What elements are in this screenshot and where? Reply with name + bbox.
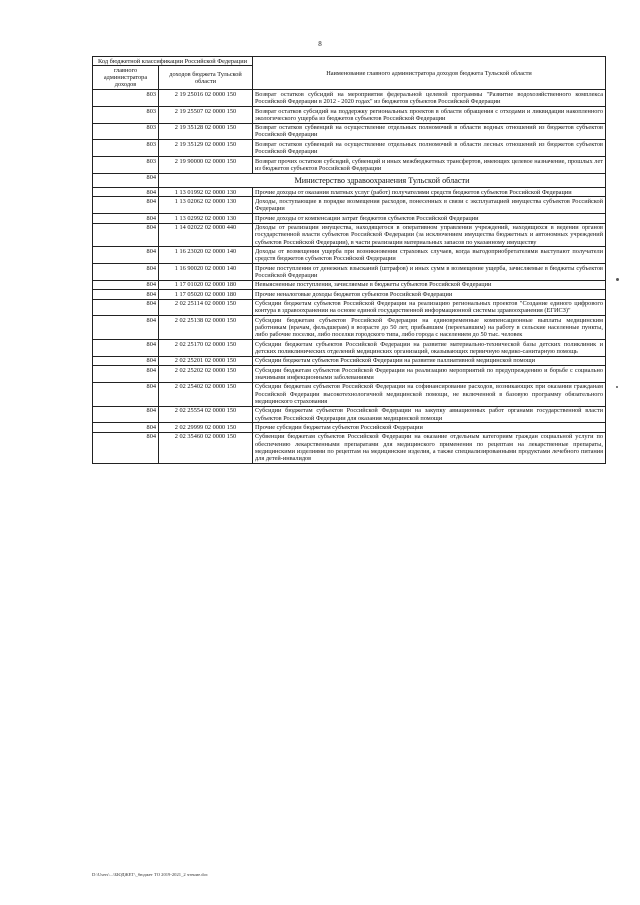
admin-code-cell: 804 bbox=[93, 197, 159, 214]
file-path-footer: D:\Users\...\БЮДЖЕТ\_бюджет ТО 2019-2021_2 чтение.doc bbox=[92, 872, 208, 877]
section-title-cell: Министерство здравоохранения Тульской области bbox=[159, 173, 606, 187]
page-number: 8 bbox=[318, 40, 322, 48]
table-row bbox=[93, 156, 606, 173]
admin-code-cell: 804 bbox=[93, 366, 159, 383]
table-row bbox=[93, 423, 606, 432]
admin-code-cell: 804 bbox=[93, 290, 159, 299]
admin-code-cell: 804 bbox=[93, 264, 159, 281]
scan-speck bbox=[616, 278, 619, 281]
income-code-cell: 2 02 25201 02 0000 150 bbox=[159, 356, 253, 365]
table-row bbox=[93, 280, 606, 289]
admin-code-cell: 804 bbox=[93, 173, 159, 187]
admin-code-cell: 804 bbox=[93, 406, 159, 423]
table-row bbox=[93, 316, 606, 340]
income-name-cell: Прочие поступления от денежных взысканий (штрафов) и иных сумм в возмещение ущерба, зачисляемые в бюджеты субъектов Российской Федерации bbox=[253, 264, 606, 281]
income-name-cell: Субсидии бюджетам субъектов Российской Федерации на реализацию мероприятий по предупреждению и борьбе с социально значимыми инфекционными заболеваниями bbox=[253, 366, 606, 383]
income-name-cell: Прочие доходы от оказания платных услуг (работ) получателями средств бюджетов субъектов Российской Федерации bbox=[253, 188, 606, 197]
income-name-cell: Прочие неналоговые доходы бюджетов субъектов Российской Федерации bbox=[253, 290, 606, 299]
admin-code-cell: 804 bbox=[93, 356, 159, 365]
admin-code-cell: 804 bbox=[93, 214, 159, 223]
income-name-cell: Субсидии бюджетам субъектов Российской Федерации на единовременные компенсационные выплаты медицинским работникам (врачам, фельдшерам) в возрасте до 50 лет, прибывшим (переехавшим) на работу в сельские населенные пункты, либо рабочие поселки, либо поселки городского типа, либо города с населением до 50 тыс. человек bbox=[253, 316, 606, 340]
income-code-cell: 2 02 25202 02 0000 150 bbox=[159, 366, 253, 383]
income-code-cell: 2 02 25554 02 0000 150 bbox=[159, 406, 253, 423]
income-name-cell: Доходы, поступающие в порядке возмещения расходов, понесенных в связи с эксплуатацией имущества субъектов Российской Федерации bbox=[253, 197, 606, 214]
income-name-cell: Доходы от реализации имущества, находящегося в оперативном управлении учреждений, находящихся в ведении органов государственной власти субъектов Российской Федерации (за исключением имущества бюджетных и автономных учреждений субъектов Российской Федерации), в части реализации материальных запасов по указанному имуществу bbox=[253, 223, 606, 247]
table-row bbox=[93, 264, 606, 281]
table-row bbox=[93, 247, 606, 264]
table-row bbox=[93, 340, 606, 357]
income-code-cell: 1 13 02992 02 0000 130 bbox=[159, 214, 253, 223]
income-code-cell: 2 19 25016 02 0000 150 bbox=[159, 90, 253, 107]
admin-code-cell: 803 bbox=[93, 156, 159, 173]
income-name-cell: Субсидии бюджетам субъектов Российской Федерации на развитие материально-технической базы детских поликлиник и детских поликлинических отделений медицинских организаций, оказывающих первичную медико-санитарную помощь bbox=[253, 340, 606, 357]
admin-code-cell: 804 bbox=[93, 432, 159, 463]
admin-code-cell: 803 bbox=[93, 90, 159, 107]
table-row bbox=[93, 299, 606, 316]
name-header: Наименование главного администратора доходов бюджета Тульской области bbox=[253, 57, 606, 90]
income-code-cell: 1 13 01992 02 0000 130 bbox=[159, 188, 253, 197]
table-row bbox=[93, 223, 606, 247]
income-name-cell: Возврат остатков субсидий на поддержку региональных проектов в области обращения с отходами и ликвидации накопленного экологического ущерба из бюджетов субъектов Российской Федерации bbox=[253, 106, 606, 123]
table-row bbox=[93, 214, 606, 223]
income-code-cell: 2 02 35460 02 0000 150 bbox=[159, 432, 253, 463]
table-row bbox=[93, 290, 606, 299]
income-name-cell: Субсидии бюджетам субъектов Российской Федерации на развитие паллиативной медицинской помощи bbox=[253, 356, 606, 365]
income-name-cell: Возврат остатков субвенций на осуществление отдельных полномочий в области водных отношений из бюджетов субъектов Российской Федерации bbox=[253, 123, 606, 140]
income-code-cell: 1 14 02022 02 0000 440 bbox=[159, 223, 253, 247]
admin-code-header: главного администратора доходов bbox=[93, 66, 159, 90]
scan-speck bbox=[616, 386, 618, 388]
admin-code-cell: 804 bbox=[93, 340, 159, 357]
income-code-cell: 2 02 25402 02 0000 150 bbox=[159, 382, 253, 406]
admin-code-cell: 804 bbox=[93, 423, 159, 432]
income-code-cell: 2 19 25507 02 0000 150 bbox=[159, 106, 253, 123]
income-name-cell: Возврат остатков субсидий на мероприятия федеральной целевой программы "Развитие водохозяйственного комплекса Российской Федерации в 2012 - 2020 годах" из бюджетов субъектов Российской Федерации bbox=[253, 90, 606, 107]
income-code-cell: 2 02 29999 02 0000 150 bbox=[159, 423, 253, 432]
income-name-cell: Прочие доходы от компенсации затрат бюджетов субъектов Российской Федерации bbox=[253, 214, 606, 223]
income-code-cell: 2 02 25114 02 0000 150 bbox=[159, 299, 253, 316]
income-name-cell: Прочие субсидии бюджетам субъектов Российской Федерации bbox=[253, 423, 606, 432]
admin-code-cell: 804 bbox=[93, 223, 159, 247]
table-row bbox=[93, 406, 606, 423]
income-name-cell: Доходы от возмещения ущерба при возникновении страховых случаев, когда выгодоприобретателями выступают получатели средств бюджетов субъектов Российской Федерации bbox=[253, 247, 606, 264]
admin-code-cell: 804 bbox=[93, 247, 159, 264]
income-code-cell: 2 02 25138 02 0000 150 bbox=[159, 316, 253, 340]
table-row bbox=[93, 197, 606, 214]
admin-code-cell: 804 bbox=[93, 382, 159, 406]
table-row bbox=[93, 188, 606, 197]
income-code-cell: 2 19 90000 02 0000 150 bbox=[159, 156, 253, 173]
table-row bbox=[93, 140, 606, 157]
income-name-cell: Субсидии бюджетам субъектов Российской Федерации на софинансирование расходов, возникающих при оказании гражданам Российской Федерации высокотехнологичной медицинской помощи, не включенной в базовую программу обязательного медицинского страхования bbox=[253, 382, 606, 406]
table-row bbox=[93, 432, 606, 463]
income-name-cell: Возврат остатков субвенций на осуществление отдельных полномочий в области лесных отношений из бюджетов субъектов Российской Федерации bbox=[253, 140, 606, 157]
income-name-cell: Субвенции бюджетам субъектов Российской Федерации на оказание отдельным категориям граждан социальной услуги по обеспечению лекарственными препаратами для медицинского применения по рецептам на лекарственные препараты, медицинскими изделиями по рецептам на медицинские изделия, а также специализированными продуктами лечебного питания для детей-инвалидов bbox=[253, 432, 606, 463]
income-code-cell: 1 17 01020 02 0000 180 bbox=[159, 280, 253, 289]
table-row bbox=[93, 356, 606, 365]
table-row bbox=[93, 366, 606, 383]
table-row bbox=[93, 382, 606, 406]
revenue-admin-table bbox=[92, 56, 606, 464]
income-code-cell: 1 13 02062 02 0000 130 bbox=[159, 197, 253, 214]
income-code-cell: 1 17 05020 02 0000 180 bbox=[159, 290, 253, 299]
income-code-header: доходов бюджета Тульской области bbox=[159, 66, 253, 90]
table-row bbox=[93, 123, 606, 140]
table-row bbox=[93, 90, 606, 107]
income-code-cell: 2 19 35129 02 0000 150 bbox=[159, 140, 253, 157]
section-row bbox=[93, 173, 606, 187]
income-code-cell: 2 02 25170 02 0000 150 bbox=[159, 340, 253, 357]
admin-code-cell: 804 bbox=[93, 299, 159, 316]
income-code-cell: 1 16 90020 02 0000 140 bbox=[159, 264, 253, 281]
table-body bbox=[93, 90, 606, 464]
admin-code-cell: 804 bbox=[93, 316, 159, 340]
kbk-header: Код бюджетной классификации Российской Федерации bbox=[93, 57, 253, 66]
income-name-cell: Субсидии бюджетам субъектов Российской Федерации на закупку авиационных работ органами государственной власти субъектов Российской Федерации для оказания медицинской помощи bbox=[253, 406, 606, 423]
income-name-cell: Возврат прочих остатков субсидий, субвенций и иных межбюджетных трансфертов, имеющих целевое назначение, прошлых лет из бюджетов субъектов Российской Федерации bbox=[253, 156, 606, 173]
income-code-cell: 2 19 35128 02 0000 150 bbox=[159, 123, 253, 140]
admin-code-cell: 804 bbox=[93, 280, 159, 289]
table-row bbox=[93, 106, 606, 123]
admin-code-cell: 804 bbox=[93, 188, 159, 197]
admin-code-cell: 803 bbox=[93, 106, 159, 123]
income-code-cell: 1 16 23020 02 0000 140 bbox=[159, 247, 253, 264]
income-name-cell: Субсидии бюджетам субъектов Российской Федерации на реализацию региональных проектов "Создание единого цифрового контура в здравоохранении на основе единой государственной информационной системы здравоохранения (ЕГИСЗ)" bbox=[253, 299, 606, 316]
income-name-cell: Невыясненные поступления, зачисляемые в бюджеты субъектов Российской Федерации bbox=[253, 280, 606, 289]
admin-code-cell: 803 bbox=[93, 140, 159, 157]
admin-code-cell: 803 bbox=[93, 123, 159, 140]
